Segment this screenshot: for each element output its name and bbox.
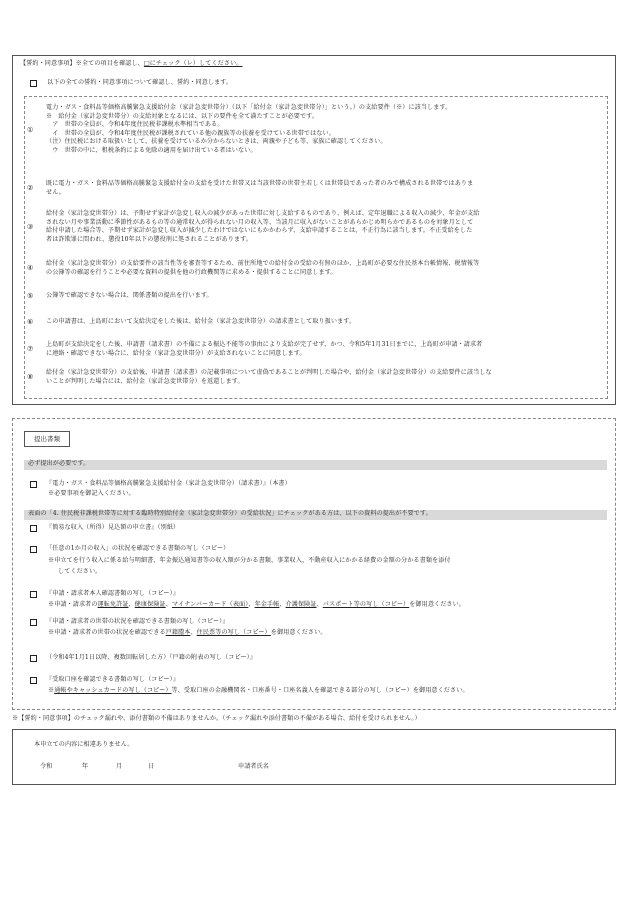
list-separator: 、 (316, 601, 323, 608)
doc-bank-note-post: 等、受取口座の金融機関名・口座番号・口座名義人を確認できる部分の写し（コピー）を御用意ください。 (171, 687, 469, 694)
consent-item-line: 給付金（家計急変世帯分）は、予期せず家計が急変し収入の減少があった世帯に対し支給するものであり、例えば、定年退職による収入の減少、年金が支給 (46, 210, 480, 217)
doc-request-form-title: 『電力・ガス・食料品等価格高騰緊急支援給付金（家計急変世帯分）（請求書）』（本書） (46, 480, 291, 487)
date-month-label: 月 (116, 763, 123, 770)
doc-bank-account-note (48, 687, 469, 696)
date-year-label: 年 (82, 763, 89, 770)
list-separator: 、 (248, 601, 255, 608)
consent-item-line: 給付金（家計急変世帯分）の支給後、申請書（請求書）の記載事項について虚偽であることが判明した場合や、給付金（家計急変世帯分）の支給要件に該当しな (46, 369, 492, 376)
consent-item-line: ア 世帯の全員が、令和4年度住民税非課税水準相当である。 (46, 121, 224, 129)
required-bar-text: 必ず提出が必要です。 (28, 460, 90, 467)
list-separator: 、 (165, 601, 172, 608)
consent-item-line: 給付金（家計急変世帯分）の支給要件の該当性等を審査等するため、前住所地での給付金の受給の有無のほか、上島町が必要な住民基本台帳情報、税情報等 (46, 260, 480, 267)
doc-family-register-title: （令和4年1月1日以降、複数回転居した方）『戸籍の附表の写し（コピー）』 (46, 654, 256, 661)
doc-checkbox-id[interactable] (30, 591, 37, 598)
id-document-name: 戸籍謄本 (165, 629, 191, 636)
consent-item-line: （注）住民税における取扱いとして、扶養を受けているか分からないときは、両親や子ども等、家族に確認してください。 (46, 138, 387, 146)
declaration-box (12, 729, 616, 785)
doc-checkbox-request-form[interactable] (30, 481, 37, 488)
doc-checkbox-income-statement[interactable] (30, 525, 37, 532)
consent-item-number: ⑥ (27, 318, 34, 326)
consent-item-line: 者は詐欺罪に問われ、懲役10年以下の懲役刑に処されることがあります。 (46, 235, 253, 243)
doc-checkbox-bank-account[interactable] (30, 677, 37, 684)
doc-bank-account-title: 『受取口座を確認できる書類の写し（コピー）』 (46, 676, 179, 683)
documents-tag: 提出書類 (24, 431, 70, 447)
consent-item-number: ⑦ (27, 345, 34, 354)
id-document-name: 住民票等の写し（コピー） (196, 629, 271, 636)
doc-id-title: 『申請・請求者本人確認書類の写し（コピー）』 (46, 590, 179, 597)
consent-item-line: 上島町が支給決定をした後、申請書（請求書）の不備による振込不能等の事由により支給が完了せず、かつ、令和5年1月31日までに、上島町が申請・請求者 (46, 341, 483, 348)
consent-item-number: ③ (27, 222, 34, 231)
doc-household-title: 『申請・請求者の世帯の状況を確認できる書類の写し（コピー）』 (46, 618, 229, 625)
date-day-label: 日 (148, 763, 155, 770)
id-document-name: 年金手帳 (254, 601, 280, 608)
doc-checkbox-monthly-income[interactable] (30, 546, 37, 553)
applicant-name-label: 申請者氏名 (238, 763, 269, 770)
required-bar (24, 460, 607, 470)
doc-bank-note-pre: ※ (48, 687, 55, 694)
consent-item-line: せん。 (46, 188, 65, 196)
doc-monthly-income-note-cont: してください。 (58, 568, 102, 575)
doc-checkbox-family-register[interactable] (30, 655, 37, 662)
consent-header (20, 60, 242, 69)
doc-id-list (98, 601, 410, 608)
id-document-name: 運転免許証 (97, 601, 129, 608)
doc-income-statement-title: 『簡易な収入（所得）見込額の申立書』（別紙） (46, 524, 180, 531)
consent-item-line: いことが判明した場合には、給付金（家計急変世帯分）を返還します。 (46, 377, 244, 385)
consent-item-number: ④ (27, 264, 34, 273)
doc-request-form-note: ※必要事項を御記入ください。 (48, 490, 135, 497)
consent-item-line: 給付申請した場合等、予期せず家計が急変し収入が減少したわけではないにもかかわらず、支給申請することは、不正行為に該当します。不正受給をした (46, 227, 473, 235)
consent-item-line: ウ 世帯の中に、租税条約による免除の適用を届け出ている者はいない。 (46, 147, 257, 154)
list-separator: 、 (279, 601, 286, 608)
agree-all-label: 以下の全ての誓約・同意事項について確認し、誓約・同意します。 (47, 79, 233, 86)
consent-header-text: 【誓約・同意事項】※全ての項目を確認し、 (20, 60, 144, 67)
consent-item-line: ※ 給付金（家計急変世帯分）の支給対象となるには、以下の要件を全て満たすことが必要です。 (46, 112, 319, 120)
id-document-name: マイナンバーカード（表面） (171, 601, 249, 608)
consent-item-line: に連絡・確認できない場合に、給付金（家計急変世帯分）が支給されないことに同意します。 (46, 349, 306, 357)
declaration-statement: 本申立ての内容に相違ありません。 (34, 741, 134, 748)
date-era: 令和 (40, 763, 53, 770)
doc-household-note-pre: ※申請・請求者の世帯の状況を確認できる (48, 629, 166, 636)
consent-item-line: の公簿等の確認を行うことや必要な資料の提供を他の行政機関等に求める・提供することに同意します。 (46, 268, 337, 276)
id-document-name: パスポート等の写し（コピー） (322, 601, 410, 608)
doc-id-note-pre: ※申請・請求者の (48, 601, 98, 608)
consent-item-line: 電力・ガス・食料品等価格高騰緊急支援給付金（家計急変世帯分）（以下「給付金（家計急変世帯分）」という。）の支給要件（※）に該当します。 (46, 104, 452, 111)
doc-id-note-post: を御用意ください。 (409, 601, 465, 608)
list-separator: 、 (128, 601, 135, 608)
agree-all-checkbox[interactable] (30, 80, 37, 87)
consent-header-instruction: □にチェック（レ）してください。 (143, 60, 243, 67)
consent-item-number: ⑧ (27, 373, 34, 382)
doc-household-list (166, 629, 271, 636)
doc-household-note-post: を御用意ください。 (270, 629, 327, 636)
consent-item-line: されない月や事業活動に季節性があるもの等の通常収入が得られない月の収入等、当該月に収入がないことがあらかじめ明らかであるものを対象月として (46, 218, 474, 226)
doc-id-note (48, 601, 465, 610)
doc-bank-note-underlined: 通帳やキャッシュカードの写し（コピー） (54, 687, 172, 694)
consent-item-line: イ 世帯の全員が、令和4年度住民税が課税されている他の親族等の扶養を受けている世帯ではない。 (46, 129, 335, 137)
id-document-name: 健康保険証 (134, 601, 166, 608)
consent-item-line: この申請書は、上島町において支給決定をした後は、給付金（家計急変世帯分）の請求書として取り扱います。 (46, 318, 356, 325)
consent-item-line: 既に電力・ガス・食料品等価格高騰緊急支援給付金の支給を受けた世帯又は当該世帯の世帯主若しくは世帯員であった者のみで構成される世帯ではありま (46, 180, 474, 187)
doc-household-note (48, 629, 327, 638)
consent-item-line: 公簿等で確認できない場合は、関係書類の提出を行います。 (46, 292, 213, 299)
doc-monthly-income-note: ※申立てを行う収入に係る給与明細書、年金振込通知書等の収入額が分かる書類、事業収入、不動産収入にかかる経費の金額の分かる書類を添付 (48, 557, 451, 564)
list-separator: 、 (190, 629, 197, 636)
conditional-bar (24, 510, 607, 520)
consent-item-number: ① (27, 125, 34, 134)
doc-checkbox-household[interactable] (30, 619, 37, 626)
doc-monthly-income-title: 「任意の1か月の収入」の状況を確認できる書類の写し（コピー） (46, 545, 230, 552)
consent-item-number: ② (27, 184, 34, 193)
footer-warning: ※【誓約・同意事項】のチェック漏れや、添付書類の不備はありませんか。（チェック漏れや添付書類の不備がある場合、給付を受けられません。） (12, 715, 421, 722)
conditional-bar-text: 表面の「4. 住民税非課税世帯等に対する臨時特別給付金（家計急変世帯分）の受給状況」にチェックがある方は、以下の資料の提出が不要です。 (28, 510, 432, 517)
consent-item-number: ⑤ (27, 292, 34, 300)
id-document-name: 介護保険証 (285, 601, 317, 608)
